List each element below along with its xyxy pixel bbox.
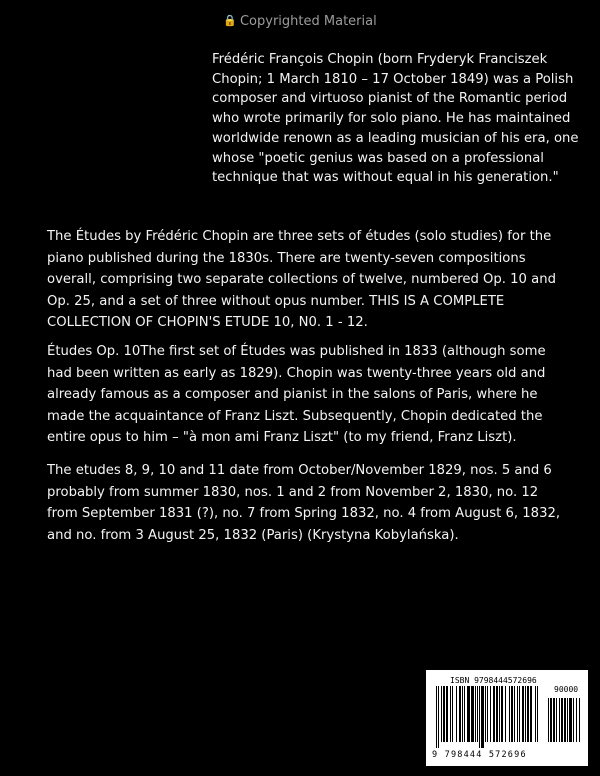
barcode-bar xyxy=(477,686,478,742)
author-bio: Frédéric François Chopin (born Fryderyk Franciszek Chopin; 1 March 1810 – 17 October 1849) was a Polish composer and virtuoso pianist of the Romantic period who wrote primarily for solo piano. He has maintained worldwide renown as a leading musician of his era, one whose "poetic genius was based on a professional technique that was without equal in his generation." xyxy=(212,52,579,186)
barcode-bar xyxy=(490,686,491,742)
barcode-bar xyxy=(509,686,510,742)
barcode-bar xyxy=(505,686,506,742)
isbn-barcode xyxy=(426,670,588,766)
barcode-bar xyxy=(456,686,457,742)
barcode-bar xyxy=(569,698,572,742)
barcode-bar xyxy=(443,686,445,742)
supplement-barcode-bars xyxy=(548,698,580,748)
barcode-bar xyxy=(522,686,524,742)
barcode-bar xyxy=(519,686,520,742)
barcode-bar xyxy=(537,686,538,742)
barcode-bar xyxy=(576,698,577,742)
copyright-watermark xyxy=(0,14,600,29)
barcode-bar xyxy=(441,686,442,742)
description-paragraph-1: The Études by Frédéric Chopin are three sets of études (solo studies) for the piano published during the 1830s. There are twenty-seven compositions overall, comprising two separate collections of twelve, numbered Op. 10 and Op. 25, and a set of three without opus number. THIS IS A COMPLETE COLLECTION OF CHOPIN'S ETUDE 10, N0. 1 - 12. xyxy=(47,229,556,330)
barcode-bar xyxy=(493,686,495,742)
barcode-bar xyxy=(452,686,453,742)
barcode-bar xyxy=(550,698,552,742)
barcode-bar xyxy=(479,686,480,748)
barcode-bar xyxy=(462,686,463,742)
barcode-bar xyxy=(564,698,566,742)
barcode-bar xyxy=(467,686,470,742)
barcode-bar xyxy=(535,686,536,742)
barcode-bar xyxy=(487,686,488,742)
price-code: 90000 xyxy=(554,685,579,694)
barcode-bar xyxy=(436,686,437,748)
barcode-bar xyxy=(475,686,476,742)
barcode-bar xyxy=(450,686,451,742)
barcode-bar xyxy=(501,686,503,742)
ean-digits: 9 798444 572696 xyxy=(432,750,527,760)
barcode-bar xyxy=(548,698,549,742)
barcode-bar xyxy=(499,686,500,742)
barcode-bar xyxy=(511,686,513,742)
barcode-bar xyxy=(464,686,465,742)
barcode-bar xyxy=(579,698,580,742)
barcode-bar xyxy=(561,698,563,742)
barcode-bar xyxy=(496,686,498,742)
isbn-label: ISBN 9798444572696 xyxy=(450,676,537,685)
barcode-bar xyxy=(459,686,461,742)
barcode-bar xyxy=(481,686,484,748)
barcode-bar xyxy=(517,686,518,742)
watermark-text: Copyrighted Material xyxy=(239,14,377,29)
barcode-bar xyxy=(556,698,557,742)
lock-icon: 🔒 xyxy=(223,14,237,27)
barcode-bar xyxy=(514,686,515,742)
ean-barcode-bars xyxy=(436,686,544,748)
barcode-bar xyxy=(525,686,526,742)
barcode-bar xyxy=(446,686,448,742)
barcode-bar xyxy=(559,698,560,742)
barcode-bar xyxy=(485,686,486,742)
barcode-bar xyxy=(567,698,568,742)
description-paragraph-3: The etudes 8, 9, 10 and 11 date from October/November 1829, nos. 5 and 6 probably from summer 1830, nos. 1 and 2 from November 2, 1830, no. 12 from September 1831 (?), no. 7 from Spring 1832, no. 4 from August 6, 1832, and no. from 3 August 25, 1832 (Paris) (Krystyna Kobylańska). xyxy=(47,463,561,543)
barcode-bar xyxy=(527,686,529,742)
barcode-bar xyxy=(530,686,532,742)
barcode-bar xyxy=(553,698,555,742)
description-paragraph-2: Études Op. 10The first set of Études was published in 1833 (although some had been written as early as 1829). Chopin was twenty-three years old and already famous as a composer and pianist in the salons of Paris, where he made the acquaintance of Franz Liszt. Subsequently, Chopin dedicated the entire opus to him – "à mon ami Franz Liszt" (to my friend, Franz Liszt). xyxy=(47,344,546,445)
barcode-bar xyxy=(471,686,474,742)
barcode-bar xyxy=(573,698,574,742)
barcode-bar xyxy=(438,686,439,748)
